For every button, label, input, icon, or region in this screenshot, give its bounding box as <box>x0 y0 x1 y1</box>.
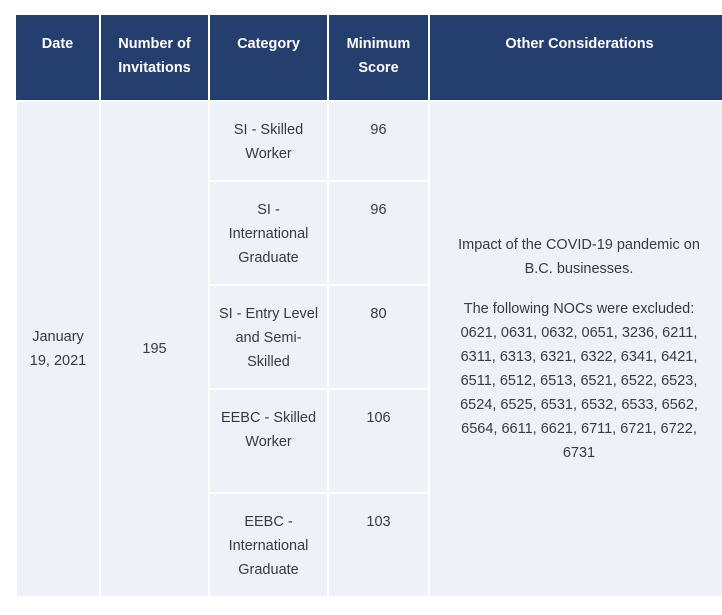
score-cell: 96 <box>328 101 429 181</box>
header-category: Category <box>209 15 328 101</box>
category-cell: SI - Skilled Worker <box>209 101 328 181</box>
table-row <box>16 101 722 181</box>
invitations-cell: 195 <box>100 101 209 597</box>
category-cell: EEBC - International Graduate <box>209 493 328 597</box>
invitations-table <box>15 15 722 598</box>
category-cell: SI - International Graduate <box>209 181 328 285</box>
category-cell: EEBC - Skilled Worker <box>209 389 328 493</box>
header-row <box>16 15 722 101</box>
score-cell: 80 <box>328 285 429 389</box>
header-invitations: Number of Invitations <box>100 15 209 101</box>
date-cell: January 19, 2021 <box>16 101 100 597</box>
score-cell: 106 <box>328 389 429 493</box>
header-date: Date <box>16 15 100 101</box>
score-cell: 96 <box>328 181 429 285</box>
score-cell: 103 <box>328 493 429 597</box>
category-cell: SI - Entry Level and Semi-Skilled <box>209 285 328 389</box>
excluded-nocs-text: The following NOCs were excluded: 0621, 0631, 0632, 0651, 3236, 6211, 6311, 6313, 6321, 6322, 6341, 6421, 6511, 6512, 6513, 6521, 6522, 6523, 6524, 6525, 6531, 6532, 6533, 6562, 6564, 6611, 6621, 6711, 6721, 6722, 6731 <box>460 301 698 461</box>
header-other-considerations: Other Considerations <box>429 15 722 101</box>
header-min-score: Minimum Score <box>328 15 429 101</box>
covid-impact-text: Impact of the COVID-19 pandemic on B.C. businesses. <box>458 237 700 277</box>
other-considerations-cell <box>429 101 722 597</box>
